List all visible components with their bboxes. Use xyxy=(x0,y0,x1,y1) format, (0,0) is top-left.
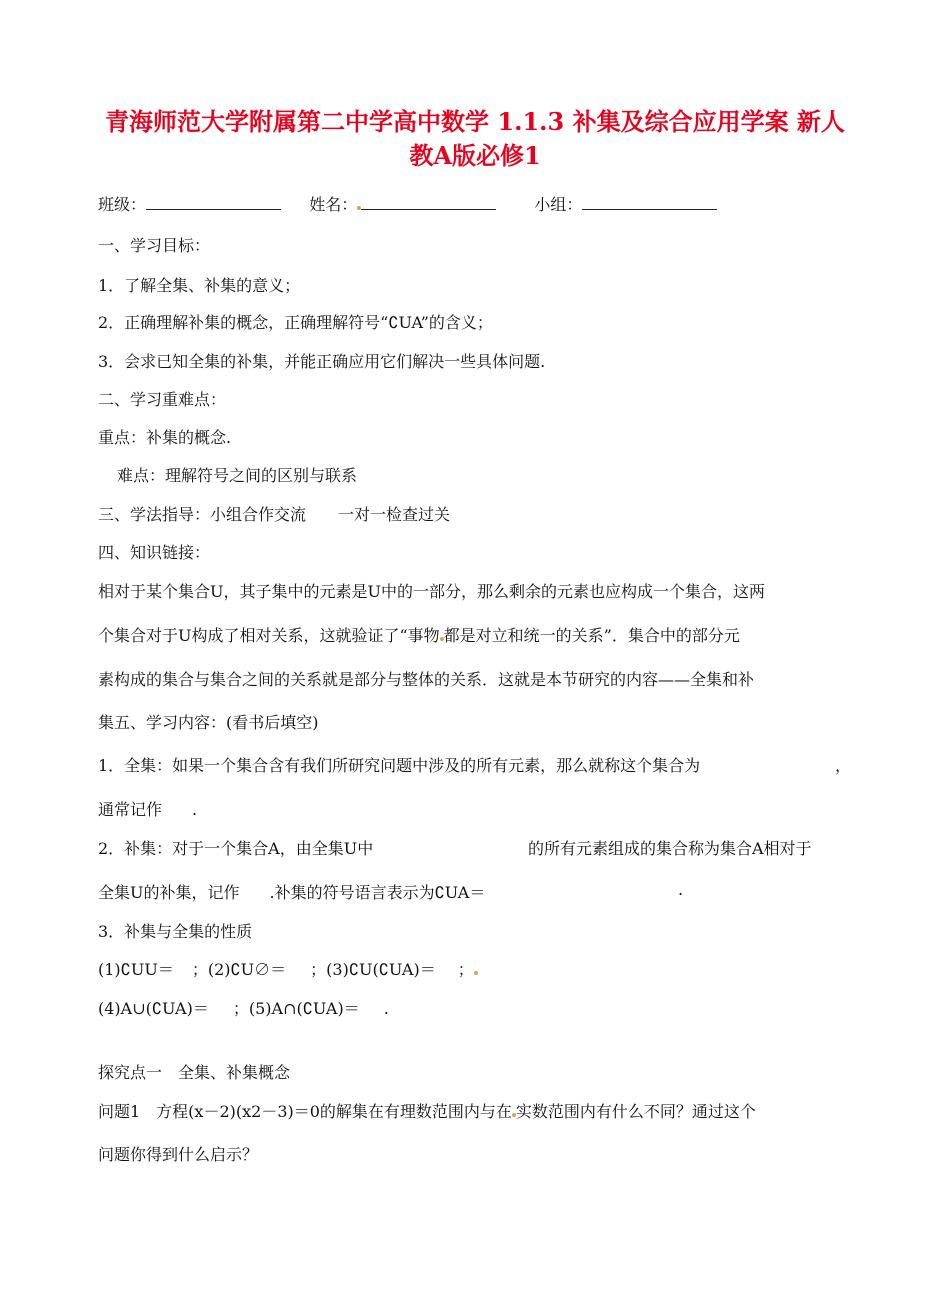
item-1-line-1 xyxy=(98,753,855,776)
link-paragraph-line-3: 素构成的集合与集合之间的关系就是部分与整体的关系．这就是本节研究的内容——全集和补 xyxy=(98,670,755,689)
property-1: (1)∁UU＝ xyxy=(98,960,174,979)
item-1-comma: ， xyxy=(835,756,852,775)
question-1-part-b: 实数范围内有什么不同？通过这个 xyxy=(515,1102,756,1121)
name-label: 姓名： xyxy=(309,195,358,214)
property-3-end: ； xyxy=(457,960,474,979)
property-5-end: . xyxy=(383,999,389,1018)
item-1-text: 1．全集：如果一个集合含有我们所研究问题中涉及的所有元素，那么就称这个集合为 xyxy=(98,756,701,775)
item-2-symbol-text: .补集的符号语言表示为∁UA＝ xyxy=(269,883,486,902)
class-label: 班级： xyxy=(98,195,147,214)
link-p2-part-b: 都是对立和统一的关系”．集合中的部分元 xyxy=(443,626,740,645)
method-line: 三、学法指导：小组合作交流 一对一检查过关 xyxy=(98,505,451,524)
link-paragraph-line-2 xyxy=(98,623,855,646)
title-line-1: 青海师范大学附属第二中学高中数学 1.1.3 补集及综合应用学案 新人 xyxy=(105,107,845,136)
goal-3: 3．会求已知全集的补集，并能正确应用它们解决一些具体问题. xyxy=(98,352,546,371)
header-fields xyxy=(98,192,855,215)
question-1-line-1 xyxy=(98,1099,855,1122)
item-2-line-1 xyxy=(98,836,855,859)
key-point: 重点：补集的概念. xyxy=(98,428,232,447)
explore-heading: 探究点一 全集、补集概念 xyxy=(98,1063,291,1082)
difficulty-heading: 二、学习重难点： xyxy=(98,390,227,409)
item-1-period: . xyxy=(192,800,198,819)
title-line-2: 教A版必修1 xyxy=(409,141,541,170)
link-heading: 四、知识链接： xyxy=(98,543,211,562)
question-1-part-a: 问题1 方程(x－2)(x2－3)＝0的解集在有理数范围内与在 xyxy=(98,1102,512,1121)
property-5: ；(5)A∩(∁UA)＝ xyxy=(232,999,360,1018)
properties-line-1 xyxy=(98,957,855,980)
property-2: ；(2)∁U∅＝ xyxy=(191,960,287,979)
item-2-text-a: 2．补集：对于一个集合A，由全集U中 xyxy=(98,839,374,858)
item-2-period: . xyxy=(678,880,684,899)
group-blank[interactable] xyxy=(582,195,717,210)
content-heading: 集五、学习内容：(看书后填空) xyxy=(98,713,319,732)
item-1-line-2 xyxy=(98,797,855,820)
question-1-line-2: 问题你得到什么启示？ xyxy=(98,1145,259,1164)
item-3-heading: 3．补集与全集的性质 xyxy=(98,922,253,941)
properties-line-2 xyxy=(98,996,855,1019)
item-2-notation-text: 全集U的补集，记作 xyxy=(98,883,240,902)
property-4: (4)A∪(∁UA)＝ xyxy=(98,999,209,1018)
link-paragraph-line-1: 相对于某个集合U，其子集中的元素是U中的一部分，那么剩余的元素也应构成一个集合，这两 xyxy=(98,582,765,601)
goal-2: 2．正确理解补集的概念，正确理解符号“∁UA”的含义； xyxy=(98,313,493,332)
name-blank[interactable] xyxy=(361,195,496,210)
item-2-text-b: 的所有元素组成的集合称为集合A相对于 xyxy=(528,839,812,858)
document-title xyxy=(95,105,855,173)
property-3: ；(3)∁U(∁UA)＝ xyxy=(310,960,436,979)
goals-heading: 一、学习目标： xyxy=(98,236,211,255)
link-p2-part-a: 个集合对于U构成了相对关系，这就验证了“事物 xyxy=(98,626,440,645)
goal-1: 1．了解全集、补集的意义； xyxy=(98,276,301,295)
hard-point: 难点：理解符号之间的区别与联系 xyxy=(117,466,358,485)
item-2-line-2 xyxy=(98,880,855,903)
class-blank[interactable] xyxy=(146,195,281,210)
group-label: 小组： xyxy=(534,195,583,214)
mark-dot xyxy=(474,971,478,975)
item-1-notation-text: 通常记作 xyxy=(98,800,163,819)
